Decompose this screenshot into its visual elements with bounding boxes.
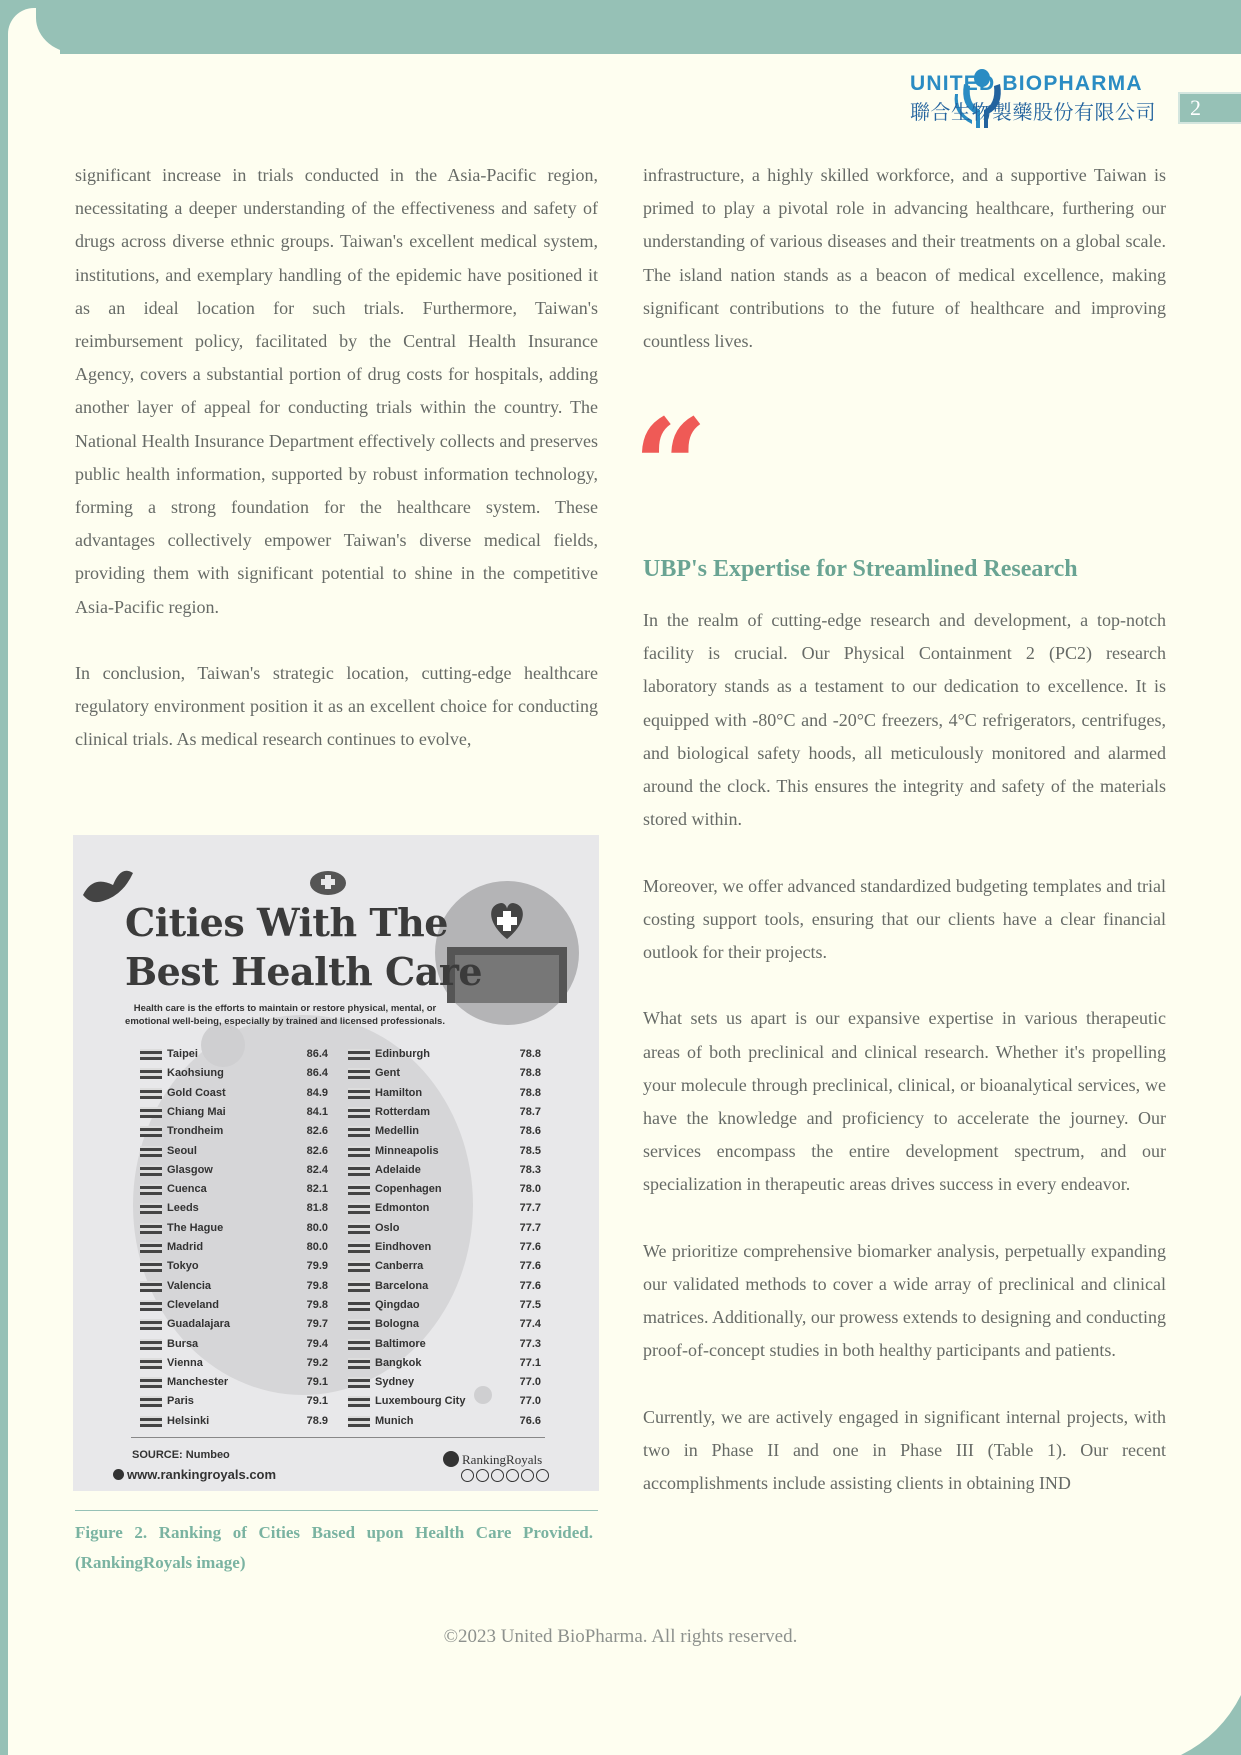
ranking-row xyxy=(140,1355,350,1371)
logo-chinese-name: 聯合生物製藥股份有限公司 xyxy=(910,100,1156,124)
city-name: Helsinki xyxy=(167,1414,210,1427)
city-name: Valencia xyxy=(167,1279,212,1292)
city-score: 79.8 xyxy=(306,1298,328,1311)
country-flag-icon xyxy=(348,1416,370,1427)
ranking-row xyxy=(140,1316,350,1332)
ranking-row xyxy=(348,1239,558,1255)
city-name: Canberra xyxy=(375,1260,424,1273)
ranking-row xyxy=(140,1374,350,1390)
logo-english-name: UNITED BIOPHARMA xyxy=(910,72,1143,95)
city-name: Munich xyxy=(375,1414,414,1427)
city-name: Bologna xyxy=(375,1318,419,1331)
ranking-row xyxy=(348,1316,558,1332)
country-flag-icon xyxy=(348,1049,370,1060)
ranking-row xyxy=(140,1258,350,1274)
ranking-row xyxy=(348,1336,558,1352)
city-score: 84.1 xyxy=(306,1105,328,1118)
city-name: Taipei xyxy=(167,1048,198,1060)
top-banner-shape xyxy=(36,0,1241,54)
country-flag-icon xyxy=(348,1319,370,1330)
ranking-row xyxy=(348,1413,558,1429)
figure-title-line-2: Best Health Care xyxy=(125,949,483,994)
city-name: Madrid xyxy=(167,1241,204,1253)
city-name: Rotterdam xyxy=(375,1105,431,1118)
country-flag-icon xyxy=(140,1107,162,1118)
city-name: Leeds xyxy=(167,1202,199,1215)
city-score: 82.6 xyxy=(306,1144,328,1157)
country-flag-icon xyxy=(140,1049,162,1060)
country-flag-icon xyxy=(348,1146,370,1157)
country-flag-icon xyxy=(140,1377,162,1388)
country-flag-icon xyxy=(140,1223,162,1234)
city-name: Glasgow xyxy=(167,1163,213,1176)
city-score: 84.9 xyxy=(306,1086,328,1099)
city-name: Chiang Mai xyxy=(167,1105,226,1118)
ranking-row xyxy=(348,1374,558,1390)
country-flag-icon xyxy=(140,1281,162,1292)
right-column-top xyxy=(643,159,1166,391)
city-score: 80.0 xyxy=(306,1221,328,1234)
ranking-row xyxy=(140,1200,350,1216)
ranking-row xyxy=(348,1104,558,1120)
country-flag-icon xyxy=(140,1088,162,1099)
ranking-row xyxy=(348,1200,558,1216)
country-flag-icon xyxy=(348,1203,370,1214)
figure-brand-text: RankingRoyals xyxy=(462,1452,543,1467)
country-flag-icon xyxy=(348,1126,370,1137)
right-paragraph-1: In the realm of cutting-edge research and development, a top-notch facility is crucial. Our Physical Containment 2 (PC2) research laboratory stands as a testament to our dedication to excellence. It is equipped with -80°C and -20°C freezers, 4°C refrigerators, centrifuges, and biological safety hoods, all meticulously monitored and alarmed around the clock. This ensures the integrity and safety of the materials stored within. xyxy=(643,610,1166,830)
city-name: Tokyo xyxy=(167,1260,199,1273)
city-name: Seoul xyxy=(167,1144,197,1157)
quote-mark-icon: “ xyxy=(633,390,708,543)
city-score: 77.0 xyxy=(519,1395,541,1408)
city-name: Edinburgh xyxy=(375,1048,430,1060)
city-name: Bursa xyxy=(167,1337,199,1350)
right-paragraph-3: What sets us apart is our expansive expertise in various therapeutic areas of both preclinical and clinical research. Whether it's propelling your molecule through preclinical, clinical, or bioanalytical services, we have the knowledge and proficiency to accelerate the journey. Our services encompass the entire development spectrum, and our specialization in therapeutic areas drives success in every endeavor. xyxy=(643,1008,1166,1195)
ranking-row xyxy=(140,1336,350,1352)
city-name: Luxembourg City xyxy=(375,1395,466,1408)
country-flag-icon xyxy=(140,1184,162,1195)
ranking-row xyxy=(140,1143,350,1159)
left-paragraph-2: In conclusion, Taiwan's strategic location, cutting-edge healthcare regulatory environment position it as an excellent choice for conducting clinical trials. As medical research continues to evolve, xyxy=(75,663,598,750)
city-score: 77.6 xyxy=(519,1241,541,1253)
city-score: 82.6 xyxy=(306,1125,328,1138)
city-name: Medellin xyxy=(375,1125,420,1138)
country-flag-icon xyxy=(348,1184,370,1195)
city-name: Paris xyxy=(167,1395,194,1408)
ranking-row xyxy=(348,1162,558,1178)
city-name: Gent xyxy=(375,1067,401,1080)
city-name: Trondheim xyxy=(167,1125,224,1138)
city-score: 77.6 xyxy=(519,1279,541,1292)
city-score: 77.7 xyxy=(519,1202,541,1215)
country-flag-icon xyxy=(348,1107,370,1118)
country-flag-icon xyxy=(348,1281,370,1292)
ranking-row xyxy=(140,1220,350,1236)
ranking-row xyxy=(140,1046,350,1062)
city-name: Eindhoven xyxy=(375,1241,432,1253)
figure-caption: Figure 2. Ranking of Cities Based upon Health Care Provided. (RankingRoyals image) xyxy=(75,1523,593,1572)
figure-title xyxy=(125,898,482,996)
figure-title-line-1: Cities With The xyxy=(125,900,448,945)
country-flag-icon xyxy=(140,1319,162,1330)
city-name: Barcelona xyxy=(375,1279,429,1292)
country-flag-icon xyxy=(348,1223,370,1234)
ranking-row xyxy=(140,1278,350,1294)
social-icons xyxy=(461,1469,549,1487)
country-flag-icon xyxy=(140,1165,162,1176)
ranking-row xyxy=(140,1104,350,1120)
ranking-row xyxy=(348,1220,558,1236)
figure-website xyxy=(113,1467,276,1482)
city-name: Baltimore xyxy=(375,1337,426,1350)
right-column-body xyxy=(643,604,1166,1534)
city-score: 77.1 xyxy=(519,1356,541,1369)
figure-subtitle: Health care is the efforts to maintain or restore physical, mental, or emotional well-being, especially by trained and licensed professionals. xyxy=(125,1003,445,1027)
city-score: 78.3 xyxy=(519,1163,541,1176)
country-flag-icon xyxy=(140,1358,162,1369)
ranking-row xyxy=(140,1085,350,1101)
ranking-row xyxy=(348,1393,558,1409)
right-intro-paragraph: infrastructure, a highly skilled workforce, and a supportive Taiwan is primed to play a pivotal role in advancing healthcare, furthering our understanding of various diseases and their treatments on a global scale. The island nation stands as a beacon of medical excellence, making significant contributions to the future of healthcare and improving countless lives. xyxy=(643,165,1166,352)
country-flag-icon xyxy=(348,1339,370,1350)
city-name: Gold Coast xyxy=(167,1086,226,1099)
city-name: Bangkok xyxy=(375,1356,422,1369)
brand-logo-icon xyxy=(443,1451,459,1467)
right-paragraph-2: Moreover, we offer advanced standardized budgeting templates and trial costing support tools, ensuring that our clients have a clear financial outlook for their projects. xyxy=(643,875,1166,963)
left-column xyxy=(75,159,598,790)
ranking-row xyxy=(140,1413,350,1429)
country-flag-icon xyxy=(348,1358,370,1369)
figure-website-text: www.rankingroyals.com xyxy=(127,1467,277,1482)
country-flag-icon xyxy=(140,1203,162,1214)
twitter-icon xyxy=(491,1469,504,1482)
country-flag-icon xyxy=(348,1396,370,1407)
city-score: 79.7 xyxy=(306,1318,328,1331)
ranking-row xyxy=(140,1239,350,1255)
city-score: 78.5 xyxy=(519,1144,541,1157)
bottom-right-corner xyxy=(1181,1695,1241,1755)
ranking-row xyxy=(348,1143,558,1159)
city-score: 80.0 xyxy=(306,1241,328,1253)
city-score: 78.8 xyxy=(519,1048,541,1060)
city-score: 79.1 xyxy=(306,1376,328,1389)
copyright-footer: ©2023 United BioPharma. All rights reserved. xyxy=(443,1626,798,1647)
ranking-row xyxy=(140,1162,350,1178)
city-score: 76.6 xyxy=(519,1414,541,1427)
city-score: 78.6 xyxy=(519,1125,541,1138)
city-name: Copenhagen xyxy=(375,1183,442,1196)
ranking-row xyxy=(140,1393,350,1409)
city-score: 78.9 xyxy=(306,1414,328,1427)
ranking-row xyxy=(348,1297,558,1313)
city-name: Guadalajara xyxy=(167,1318,230,1331)
country-flag-icon xyxy=(348,1242,370,1253)
city-score: 78.7 xyxy=(519,1105,541,1118)
health-care-ranking-figure xyxy=(73,835,599,1491)
city-score: 77.4 xyxy=(519,1318,541,1331)
ranking-row xyxy=(348,1085,558,1101)
city-score: 82.4 xyxy=(306,1163,328,1176)
ranking-row xyxy=(348,1258,558,1274)
city-score: 79.4 xyxy=(306,1337,328,1350)
city-name: Minneapolis xyxy=(375,1144,439,1157)
right-paragraph-4: We prioritize comprehensive biomarker analysis, perpetually expanding our validated methods to cover a wide array of preclinical and clinical matrices. Additionally, our prowess extends to designing and conducting proof-of-concept studies in both healthy participants and patients. xyxy=(643,1240,1166,1361)
city-name: Vienna xyxy=(167,1356,203,1369)
ranking-row xyxy=(140,1123,350,1139)
city-score: 79.1 xyxy=(306,1395,328,1408)
country-flag-icon xyxy=(348,1300,370,1311)
city-name: The Hague xyxy=(167,1221,224,1234)
youtube-icon xyxy=(476,1469,489,1482)
right-paragraph-5: Currently, we are actively engaged in significant internal projects, with two in Phase II and one in Phase III (Table 1). Our recent accomplishments include assisting clients in obtaining IND xyxy=(643,1406,1166,1494)
city-score: 77.7 xyxy=(519,1221,541,1234)
ranking-row xyxy=(348,1181,558,1197)
city-name: Cleveland xyxy=(167,1298,219,1311)
country-flag-icon xyxy=(140,1242,162,1253)
city-name: Edmonton xyxy=(375,1202,430,1215)
page-number: 2 xyxy=(1178,92,1241,124)
country-flag-icon xyxy=(140,1396,162,1407)
country-flag-icon xyxy=(140,1126,162,1137)
country-flag-icon xyxy=(140,1146,162,1157)
city-score: 79.9 xyxy=(306,1260,328,1273)
city-score: 78.0 xyxy=(519,1183,541,1196)
instagram-icon xyxy=(506,1469,519,1482)
left-frame-border xyxy=(0,0,8,1755)
country-flag-icon xyxy=(140,1261,162,1272)
ranking-row xyxy=(348,1278,558,1294)
city-score: 82.1 xyxy=(306,1183,328,1196)
city-score: 86.4 xyxy=(306,1067,328,1080)
city-name: Oslo xyxy=(375,1221,400,1234)
tiktok-icon xyxy=(521,1469,534,1482)
city-score: 78.8 xyxy=(519,1086,541,1099)
figure-source: SOURCE: Numbeo xyxy=(132,1449,230,1461)
figure-divider xyxy=(131,1437,545,1438)
caption-divider xyxy=(75,1510,598,1511)
city-score: 77.3 xyxy=(519,1337,541,1350)
city-score: 78.8 xyxy=(519,1067,541,1080)
ranking-row xyxy=(348,1065,558,1081)
country-flag-icon xyxy=(140,1068,162,1079)
city-score: 79.2 xyxy=(306,1356,328,1369)
city-score: 77.6 xyxy=(519,1260,541,1273)
city-name: Sydney xyxy=(375,1376,415,1389)
country-flag-icon xyxy=(348,1165,370,1176)
facebook-icon xyxy=(461,1469,474,1482)
city-score: 77.5 xyxy=(519,1298,541,1311)
ranking-row xyxy=(348,1355,558,1371)
country-flag-icon xyxy=(348,1377,370,1388)
city-score: 81.8 xyxy=(306,1202,328,1215)
section-heading: UBP's Expertise for Streamlined Research xyxy=(643,556,1078,582)
ranking-row xyxy=(140,1297,350,1313)
country-flag-icon xyxy=(348,1088,370,1099)
ranking-row xyxy=(140,1065,350,1081)
city-name: Hamilton xyxy=(375,1086,423,1099)
country-flag-icon xyxy=(140,1339,162,1350)
city-name: Cuenca xyxy=(167,1183,207,1196)
city-name: Manchester xyxy=(167,1376,229,1389)
country-flag-icon xyxy=(348,1261,370,1272)
city-score: 79.8 xyxy=(306,1279,328,1292)
city-score: 86.4 xyxy=(306,1048,328,1060)
globe-icon xyxy=(113,1469,124,1480)
left-paragraph-1: significant increase in trials conducted in the Asia-Pacific region, necessitating a deeper understanding of the effectiveness and safety of drugs across diverse ethnic groups. Taiwan's excellent medical system, institutions, and exemplary handling of the epidemic have positioned it as an ideal location for such trials. Furthermore, Taiwan's reimbursement policy, facilitated by the Central Health Insurance Agency, covers a substantial portion of drug costs for hospitals, adding another layer of appeal for conducting trials within the country. The National Health Insurance Department effectively collects and preserves public health information, supported by robust information technology, forming a strong foundation for the healthcare system. These advantages collectively empower Taiwan's diverse medical fields, providing them with significant potential to shine in the competitive Asia-Pacific region. xyxy=(75,165,598,617)
city-name: Adelaide xyxy=(375,1163,421,1176)
country-flag-icon xyxy=(140,1300,162,1311)
pinterest-icon xyxy=(536,1469,549,1482)
country-flag-icon xyxy=(348,1068,370,1079)
figure-brand xyxy=(443,1451,542,1468)
ranking-row xyxy=(140,1181,350,1197)
city-score: 77.0 xyxy=(519,1376,541,1389)
country-flag-icon xyxy=(140,1416,162,1427)
ranking-row xyxy=(348,1046,558,1062)
city-name: Kaohsiung xyxy=(167,1067,224,1080)
city-name: Qingdao xyxy=(375,1298,420,1311)
ranking-row xyxy=(348,1123,558,1139)
